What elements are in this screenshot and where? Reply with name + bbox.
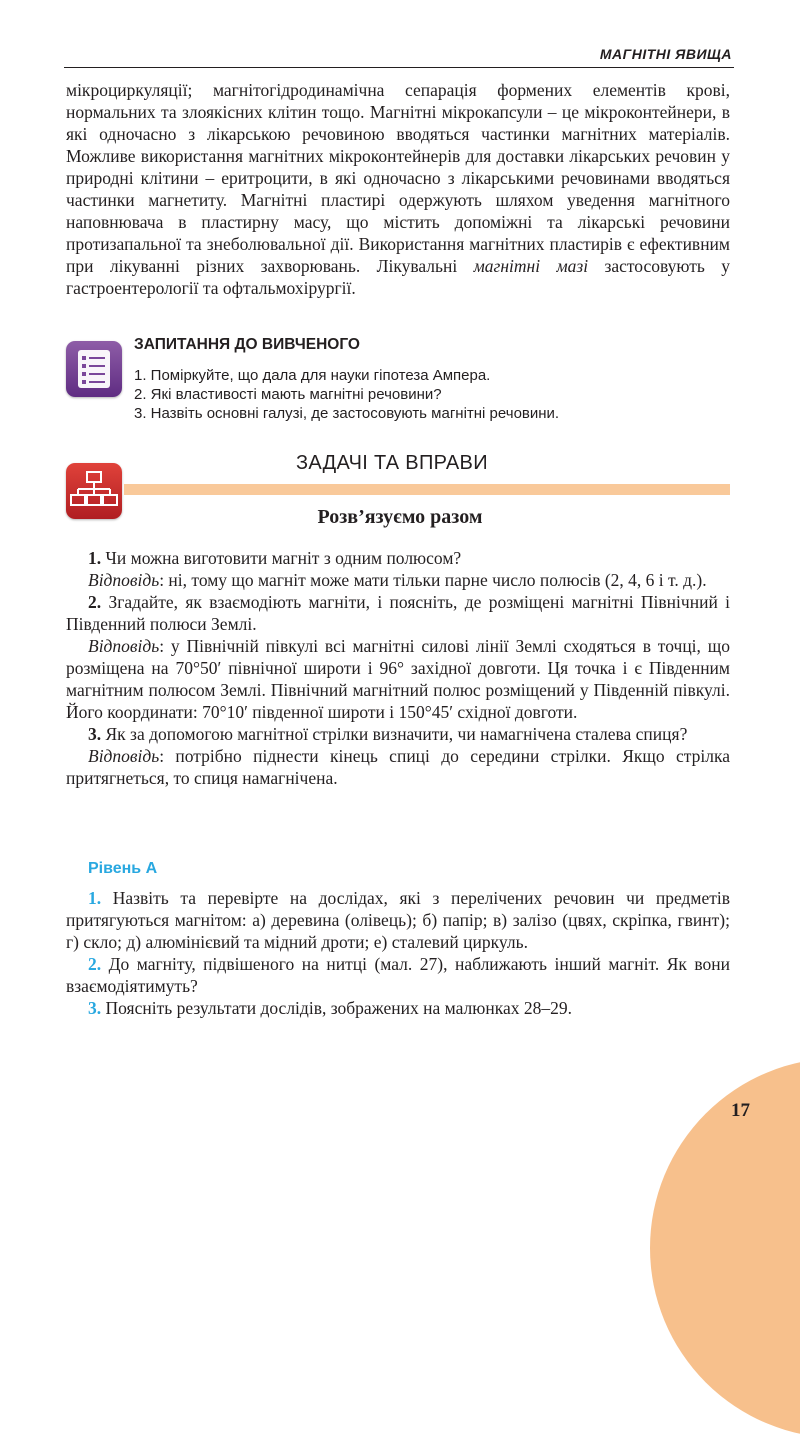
exercise-text: Поясніть результати дослідів, зображених на малюнках 28–29. bbox=[105, 998, 572, 1018]
answer-label: Відповідь bbox=[88, 746, 160, 766]
solved-question bbox=[66, 723, 730, 745]
tasks-title-bar bbox=[124, 484, 730, 495]
problem-number: 2. bbox=[88, 592, 102, 612]
exercise-item bbox=[66, 887, 730, 953]
problem-number: 3. bbox=[88, 724, 102, 744]
running-header: МАГНІТНІ ЯВИЩА bbox=[599, 46, 732, 62]
exercise-number: 2. bbox=[88, 954, 102, 974]
header-rule bbox=[64, 67, 734, 68]
intro-text: мікроциркуляції; магнітогідродинамічна сепарація формених елементів крові, нормальних та злоякісних клітин тощо. Магнітні мікрокапсули – це мікроконтейнери, в які одночасно з лікарською речовиною вводяться частинки магнітних матеріалів. Можливе використання магнітних мікроконтейнерів для доставки лікарських речовин у природні клітини – еритроцити, в які одночасно з лікарськими речовинами вводяться частинки магнетиту. Магнітні пластирі одержують шляхом уведення магнітного наповнювача в пластирну масу, що містить допоміжні та лікарські речовини протизапальної та знеболювальної дії. Використання магнітних пластирів є ефективним при лікуванні різних захворювань. Лікувальні bbox=[66, 80, 730, 276]
page-corner-decoration bbox=[650, 1058, 800, 1438]
exercise-number: 1. bbox=[88, 888, 102, 908]
level-a-exercises bbox=[66, 887, 730, 1019]
tasks-title: ЗАДАЧІ ТА ВПРАВИ bbox=[296, 452, 488, 474]
answer-label: Відповідь bbox=[88, 570, 160, 590]
level-a-heading: Рівень А bbox=[88, 860, 158, 877]
solved-answer bbox=[66, 635, 730, 723]
checklist-icon bbox=[66, 341, 122, 397]
questions-title: ЗАПИТАННЯ ДО ВИВЧЕНОГО bbox=[134, 336, 360, 353]
exercise-item bbox=[66, 953, 730, 997]
questions-list bbox=[134, 366, 559, 423]
exercise-item bbox=[66, 997, 730, 1019]
solved-answer bbox=[66, 569, 730, 591]
intro-end: застосовують у гастроентерології та офтальмохірургії. bbox=[66, 256, 731, 298]
problem-question: Чи можна виготовити магніт з одним полюсом? bbox=[105, 548, 462, 568]
exercise-text: До магніту, підвішеного на нитці (мал. 27), наближають інший магніт. Як вони взаємодіятимуть? bbox=[66, 954, 730, 996]
solved-problems bbox=[66, 547, 730, 789]
solved-answer bbox=[66, 745, 730, 789]
answer-label: Відповідь bbox=[88, 636, 160, 656]
question-item: 3. Назвіть основні галузі, де застосовують магнітні речовини. bbox=[134, 405, 560, 422]
solve-together-heading: Розв’язуємо разом bbox=[317, 506, 483, 528]
answer-text: : потрібно піднести кінець спиці до середини стрілки. Якщо стрілка притягнеться, то спиця намагнічена. bbox=[66, 746, 730, 788]
problem-number: 1. bbox=[88, 548, 102, 568]
solved-question bbox=[66, 591, 730, 635]
intro-italic-term: магнітні мазі bbox=[473, 256, 589, 276]
intro-paragraph bbox=[66, 79, 730, 299]
page-number: 17 bbox=[731, 1100, 750, 1121]
answer-text: : ні, тому що магніт може мати тільки парне число полюсів (2, 4, 6 і т. д.). bbox=[159, 570, 707, 590]
problem-question: Згадайте, як взаємодіють магніти, і поясніть, де розміщені магнітні Північний і Південний полюси Землі. bbox=[66, 592, 730, 634]
problem-question: Як за допомогою магнітної стрілки визначити, чи намагнічена сталева спиця? bbox=[105, 724, 688, 744]
exercise-number: 3. bbox=[88, 998, 102, 1018]
answer-text: : у Північній півкулі всі магнітні силові лінії Землі сходяться в точці, що розміщена на 70°50′ північної широти і 96° західної довготи. Ця точка і є Південним магнітним полюсом Землі. Північний магнітний полюс розміщений у Південній півкулі. Його координати: 70°10′ південної широти і 150°45′ східної довготи. bbox=[66, 636, 730, 722]
solved-question bbox=[66, 547, 730, 569]
question-item: 1. Поміркуйте, що дала для науки гіпотеза Ампера. bbox=[134, 367, 491, 384]
exercise-text: Назвіть та перевірте на дослідах, які з перелічених речовин чи предметів притягуються магнітом: а) деревина (олівець); б) папір; в) залізо (цвях, скріпка, гвинт); г) скло; д) алюмінієвий та мідний дроти; е) сталевий циркуль. bbox=[66, 888, 731, 952]
question-item: 2. Які властивості мають магнітні речовини? bbox=[134, 386, 442, 403]
